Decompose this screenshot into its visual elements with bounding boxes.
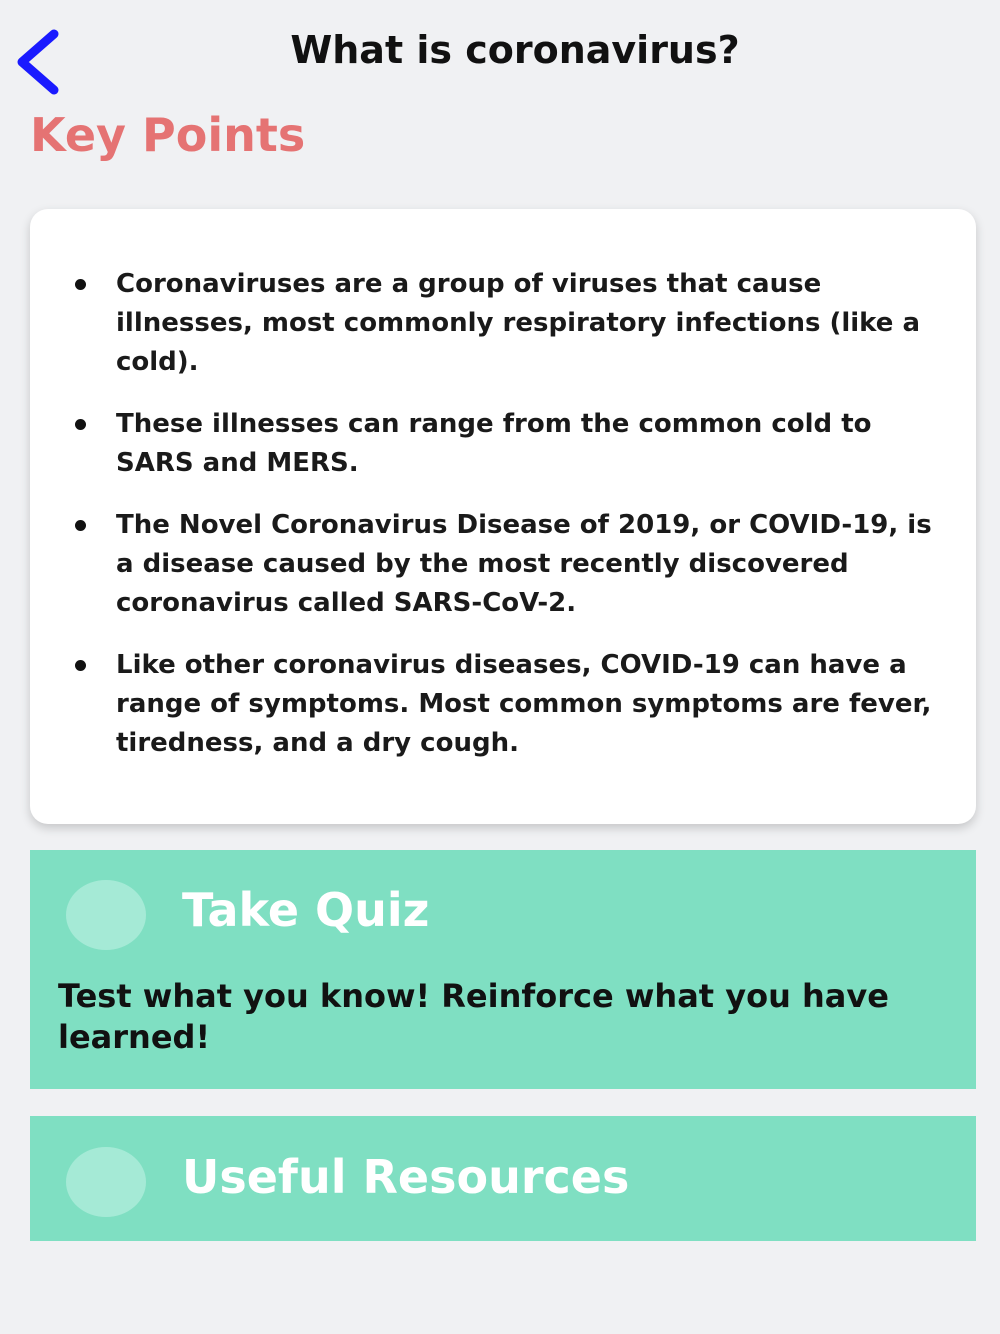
useful-resources-button[interactable] <box>30 1116 976 1241</box>
list-item <box>72 506 936 623</box>
bullet-icon <box>75 520 86 531</box>
list-item-text: Like other coronavirus diseases, COVID-19 can have a range of symptoms. Most common symptoms are fever, tiredness, and a dry cough. <box>116 650 932 758</box>
bullet-icon <box>75 419 86 430</box>
take-quiz-description: Test what you know! Reinforce what you have learned! <box>58 977 889 1056</box>
list-item-text: Coronaviruses are a group of viruses that cause illnesses, most commonly respiratory infections (like a cold). <box>116 269 921 377</box>
key-points-card <box>30 209 976 824</box>
quiz-circle-icon <box>66 880 146 950</box>
bullet-icon <box>75 279 86 290</box>
section-heading: Key Points <box>30 108 306 162</box>
take-quiz-title: Take Quiz <box>182 883 430 937</box>
list-item-text: The Novel Coronavirus Disease of 2019, or COVID-19, is a disease caused by the most recently discovered coronavirus called SARS-CoV-2. <box>116 510 932 618</box>
page-title: What is coronavirus? <box>290 28 740 72</box>
list-item <box>72 265 936 382</box>
key-points-list <box>72 265 936 763</box>
list-item-text: These illnesses can range from the common cold to SARS and MERS. <box>116 409 872 478</box>
list-item <box>72 405 936 483</box>
list-item <box>72 646 936 763</box>
useful-resources-title: Useful Resources <box>182 1150 630 1204</box>
bullet-icon <box>75 660 86 671</box>
resources-circle-icon <box>66 1147 146 1217</box>
take-quiz-button[interactable] <box>30 850 976 1089</box>
